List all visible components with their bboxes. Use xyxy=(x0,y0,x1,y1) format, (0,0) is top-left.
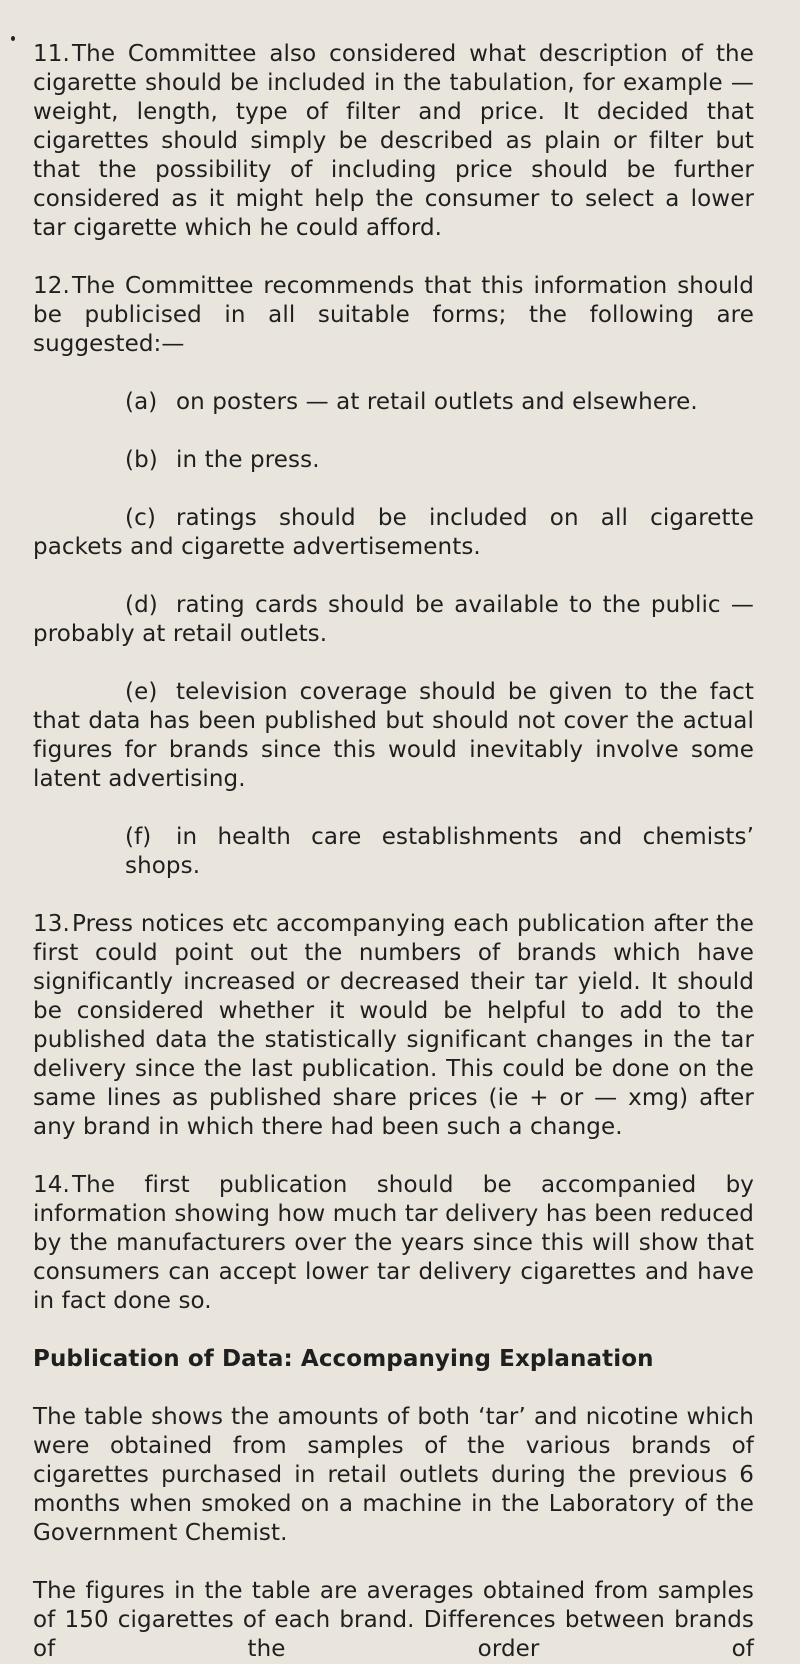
list-item-label: (f) xyxy=(125,824,152,850)
list-item-text: on posters — at retail outlets and elsewhere. xyxy=(176,389,698,415)
paragraph-number: 13. xyxy=(33,911,70,937)
paragraph-text: The Committee recommends that this information should be publicised in all suitable forms; the following are suggested:— xyxy=(33,273,754,357)
list-item-c xyxy=(33,504,754,562)
list-item-text: in the press. xyxy=(176,447,320,473)
explanation-paragraph-1: The table shows the amounts of both ‘tar’ and nicotine which were obtained from samples of the various brands of cigarettes purchased in retail outlets during the previous 6 months when smoked on a machine in the Laboratory of the Government Chemist. xyxy=(33,1404,754,1546)
paragraph-text: The Committee also considered what description of the cigarette should be included in the tabulation, for example — weight, length, type of filter and price. It decided that cigarettes should simply be described as plain or filter but that the possibility of including price should be further considered as it might help the consumer to select a lower tar cigarette which he could afford. xyxy=(33,41,754,241)
list-item-b xyxy=(33,446,754,475)
scan-speck xyxy=(11,36,15,41)
list-item-text: television coverage should be given to the fact that data has been published but should not cover the actual figures for brands since this would inevitably involve some latent advertising. xyxy=(33,679,754,792)
paragraph-number: 14. xyxy=(33,1172,70,1198)
paragraph-text: Press notices etc accompanying each publication after the first could point out the numbers of brands which have significantly increased or decreased their tar yield. It should be considered whether it would be helpful to add to the published data the statistically significant changes in the tar delivery since the last publication. This could be done on the same lines as published share prices (ie + or — xmg) after any brand in which there had been such a change. xyxy=(33,911,754,1140)
list-item-text: ratings should be included on all cigarette packets and cigarette advertisements. xyxy=(33,505,754,560)
list-item-e xyxy=(33,678,754,794)
paragraph-14 xyxy=(33,1171,754,1316)
paragraph-11 xyxy=(33,40,754,243)
list-item-a xyxy=(33,388,754,417)
explanation-paragraph-2: The figures in the table are averages obtained from samples of 150 cigarettes of each brand. Differences between brands of the order of xyxy=(33,1578,754,1662)
list-item-label: (c) xyxy=(125,505,156,531)
section-heading: Publication of Data: Accompanying Explanation xyxy=(33,1346,654,1372)
list-item-d xyxy=(33,591,754,649)
paragraph-12 xyxy=(33,272,754,359)
paragraph-number: 12. xyxy=(33,273,70,299)
list-item-text: in health care establishments and chemists’ shops. xyxy=(125,824,754,879)
list-item-label: (e) xyxy=(125,679,158,705)
list-item-text: rating cards should be available to the public — probably at retail outlets. xyxy=(33,592,754,647)
list-item-label: (d) xyxy=(125,592,158,618)
paragraph-13 xyxy=(33,910,754,1142)
list-item-f xyxy=(33,823,754,881)
list-item-label: (b) xyxy=(125,447,158,473)
list-item-label: (a) xyxy=(125,389,158,415)
paragraph-text: The first publication should be accompanied by information showing how much tar delivery has been reduced by the manufacturers over the years since this will show that consumers can accept lower tar delivery cigarettes and have in fact done so. xyxy=(33,1172,754,1314)
paragraph-number: 11. xyxy=(33,41,70,67)
